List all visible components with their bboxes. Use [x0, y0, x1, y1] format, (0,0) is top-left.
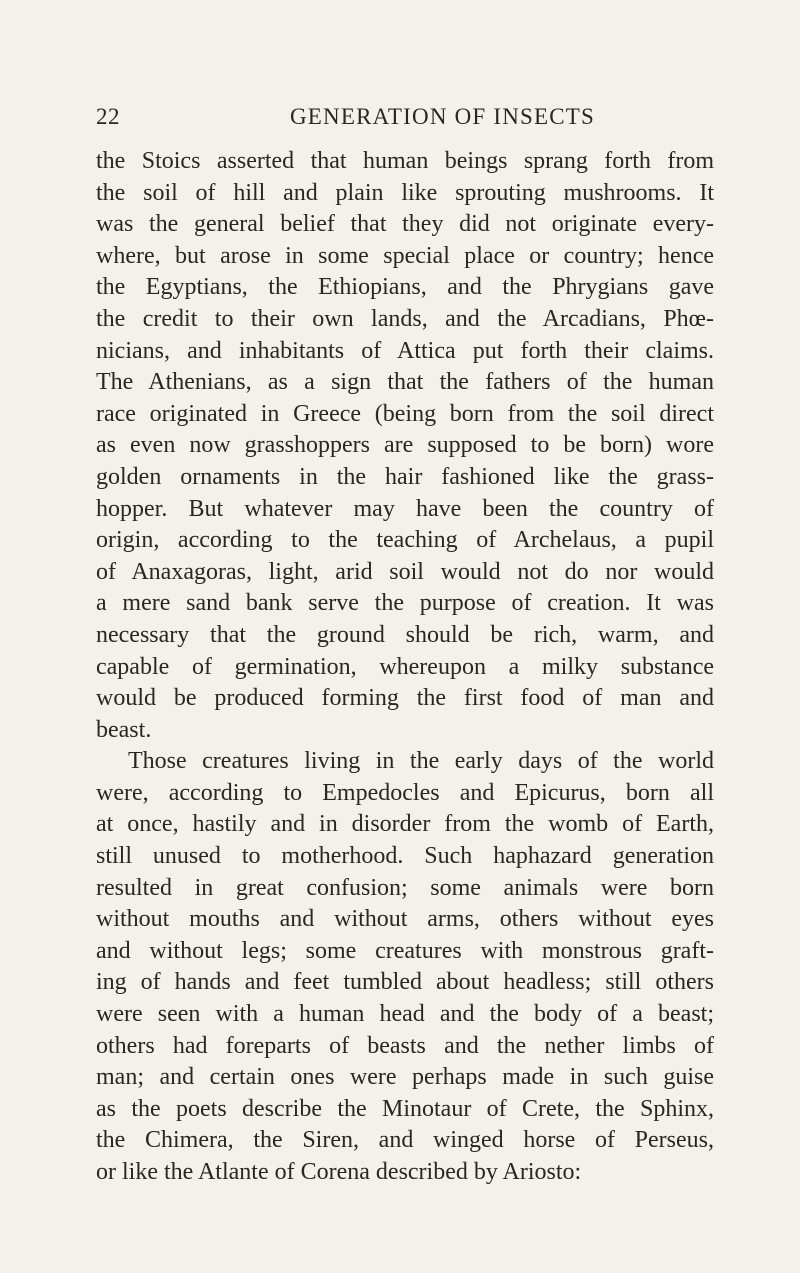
page-header	[0, 104, 800, 138]
page-number: 22	[96, 104, 120, 129]
running-head: GENERATION OF INSECTS	[290, 104, 596, 129]
text-line: beast.	[96, 716, 152, 743]
text-line: ing of hands and feet tumbled about headless; still others	[96, 969, 714, 996]
text-line: man; and certain ones were perhaps made in such guise	[96, 1064, 714, 1091]
text-line: the soil of hill and plain like sprouting mushrooms. It	[96, 179, 714, 206]
text-line: resulted in great confusion; some animals were born	[96, 874, 714, 901]
text-line: at once, hastily and in disorder from the womb of Earth,	[96, 811, 714, 838]
text-line: still unused to motherhood. Such haphazard generation	[96, 843, 714, 870]
body-text	[96, 146, 714, 1189]
text-line: the credit to their own lands, and the Arcadians, Phœ-	[96, 305, 714, 332]
text-line: others had foreparts of beasts and the nether limbs of	[96, 1032, 714, 1059]
text-line: of Anaxagoras, light, arid soil would not do nor would	[96, 558, 714, 585]
text-line: the Egyptians, the Ethiopians, and the Phrygians gave	[96, 274, 714, 301]
text-line: necessary that the ground should be rich, warm, and	[96, 621, 714, 648]
text-line: as even now grasshoppers are supposed to be born) wore	[96, 432, 714, 459]
text-line: the Stoics asserted that human beings sprang forth from	[96, 148, 714, 174]
text-line: were, according to Empedocles and Epicurus, born all	[96, 779, 714, 806]
paragraph-start-line: Those creatures living in the early days of the world	[128, 748, 714, 775]
text-line: or like the Atlante of Corena described by Ariosto:	[96, 1159, 582, 1185]
text-line: a mere sand bank serve the purpose of creation. It was	[96, 590, 714, 617]
text-line: were seen with a human head and the body of a beast;	[96, 1001, 714, 1028]
text-line: the Chimera, the Siren, and winged horse of Perseus,	[96, 1127, 714, 1154]
text-line: would be produced forming the first food of man and	[96, 685, 714, 712]
text-line: capable of germination, whereupon a milky substance	[96, 653, 714, 680]
text-line: where, but arose in some special place or country; hence	[96, 242, 714, 269]
text-line: origin, according to the teaching of Archelaus, a pupil	[96, 527, 714, 554]
text-line: golden ornaments in the hair fashioned like the grass-	[96, 463, 714, 490]
text-line: hopper. But whatever may have been the country of	[96, 495, 714, 522]
text-line: nicians, and inhabitants of Attica put forth their claims.	[96, 337, 714, 364]
text-line: and without legs; some creatures with monstrous graft-	[96, 937, 714, 964]
text-line: was the general belief that they did not originate every-	[96, 211, 714, 238]
text-line: The Athenians, as a sign that the fathers of the human	[96, 369, 714, 396]
text-line: race originated in Greece (being born from the soil direct	[96, 400, 714, 427]
text-line: without mouths and without arms, others without eyes	[96, 906, 714, 933]
text-line: as the poets describe the Minotaur of Crete, the Sphinx,	[96, 1095, 714, 1122]
